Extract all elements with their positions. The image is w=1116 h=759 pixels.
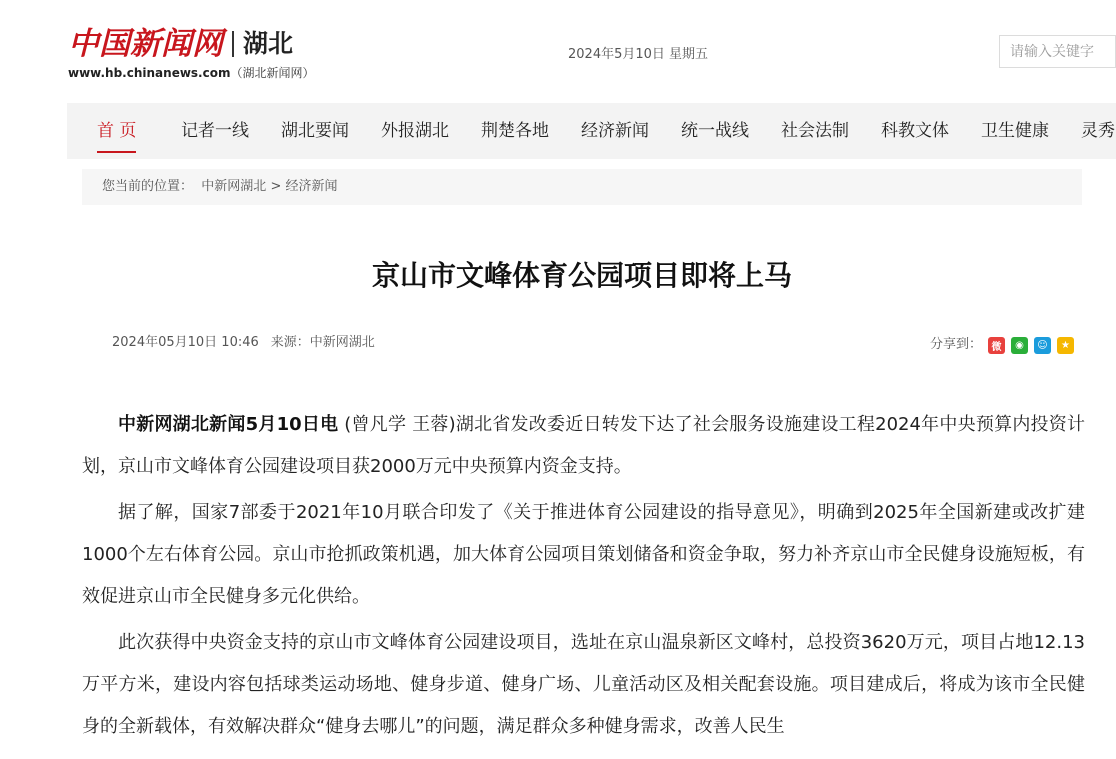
- article-source: 来源：中新网湖北: [270, 335, 375, 350]
- logo-url: [68, 64, 315, 81]
- nav-item-home[interactable]: 首 页: [97, 103, 136, 159]
- article-paragraph: 此次获得中央资金支持的京山市文峰体育公园建设项目，选址在京山温泉新区文峰村，总投资3620万元，项目占地12.13万平方米，建设内容包括球类运动场地、健身步道、健身广场、儿童活动区及相关配套设施。项目建成后，将成为该市全民健身的全新载体，有效解决群众“健身去哪儿”的问题，满足群众多种健身需求，改善人民生: [82, 632, 1085, 737]
- site-header: [0, 0, 1116, 103]
- share-bar: [930, 331, 1074, 354]
- logo-region-text: 湖北: [243, 29, 294, 58]
- article-title: 京山市文峰体育公园项目即将上马: [371, 259, 792, 292]
- nav-item-external-reports[interactable]: 外报湖北: [381, 121, 449, 141]
- nav-item-economy[interactable]: 经济新闻: [581, 121, 649, 141]
- main-nav: [67, 103, 1116, 159]
- breadcrumb-prefix: 您当前的位置：: [102, 179, 194, 194]
- article-meta: [112, 331, 375, 350]
- share-label: 分享到：: [930, 337, 983, 352]
- logo-divider: [232, 31, 234, 57]
- article-paragraph: [82, 404, 1085, 488]
- search-input[interactable]: [999, 35, 1116, 68]
- breadcrumb: [82, 169, 1082, 205]
- weibo-share-icon[interactable]: 微: [988, 337, 1005, 354]
- article-paragraph-text: (曾凡学 王蓉)湖北省发改委近日转发下达了社会服务设施建设工程2024年中央预算内投资计划，京山市文峰体育公园建设项目获2000万元中央预算内资金支持。: [82, 414, 1086, 477]
- nav-item-science-culture[interactable]: 科教文体: [881, 121, 949, 141]
- breadcrumb-separator: >: [270, 179, 282, 194]
- qq-share-icon[interactable]: ☺: [1034, 337, 1051, 354]
- current-date: 2024年5月10日 星期五: [568, 47, 709, 62]
- site-logo[interactable]: [68, 26, 293, 62]
- nav-item-united-front[interactable]: 统一战线: [681, 121, 749, 141]
- nav-item-society-law[interactable]: 社会法制: [781, 121, 849, 141]
- article-datetime: 2024年05月10日 10:46: [112, 335, 259, 350]
- nav-item-lingxiu[interactable]: 灵秀: [1081, 121, 1115, 141]
- breadcrumb-current-link[interactable]: 经济新闻: [285, 179, 338, 194]
- wechat-share-icon[interactable]: ◉: [1011, 337, 1028, 354]
- article-paragraph: 据了解，国家7部委于2021年10月联合印发了《关于推进体育公园建设的指导意见》，明确到2025年全国新建或改扩建1000个左右体育公园。京山市抢抓政策机遇，加大体育公园项目策划储备和资金争取，努力补齐京山市全民健身设施短板，有效促进京山市全民健身多元化供给。: [82, 502, 1085, 607]
- logo-url-domain: www.hb.chinanews.com: [68, 66, 231, 80]
- qzone-share-icon[interactable]: ★: [1057, 337, 1074, 354]
- nav-item-jingchu[interactable]: 荆楚各地: [481, 121, 549, 141]
- nav-item-health[interactable]: 卫生健康: [981, 121, 1049, 141]
- article-body: [82, 404, 1085, 752]
- logo-main-text: 中国新闻网: [68, 26, 223, 62]
- breadcrumb-home-link[interactable]: 中新网湖北: [201, 179, 267, 194]
- nav-item-reporters[interactable]: 记者一线: [181, 121, 249, 141]
- nav-item-hubei-news[interactable]: 湖北要闻: [281, 121, 349, 141]
- logo-url-suffix: （湖北新闻网）: [230, 66, 315, 80]
- article-lead: 中新网湖北新闻5月10日电: [118, 414, 339, 435]
